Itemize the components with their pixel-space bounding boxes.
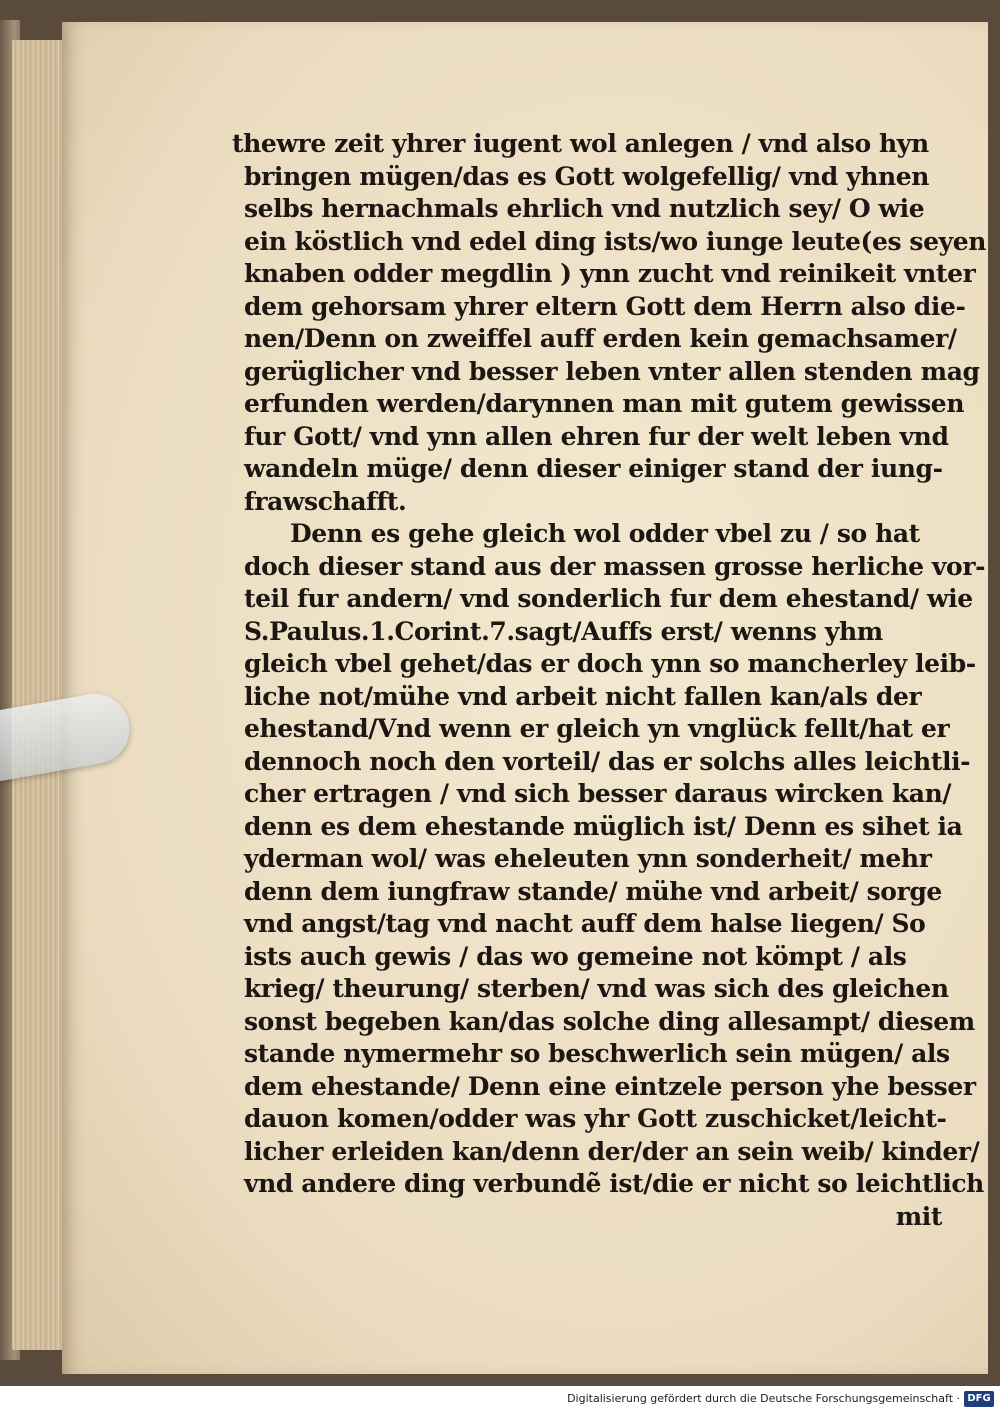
text-line: denn es dem ehestande müglich ist/ Denn es sihet ia: [244, 811, 963, 841]
text-line: sonst begeben kan/das solche ding allesampt/ diesem: [244, 1006, 975, 1036]
text-line: knaben odder megdlin ) ynn zucht vnd reinikeit vnter: [244, 259, 976, 288]
text-line: frawschafft.: [244, 486, 407, 516]
text-line: S.Paulus.1.Corint.7.sagt/Auffs erst/ wenns yhm: [244, 616, 883, 646]
text-line: ehestand/Vnd wenn er gleich yn vnglück fellt/hat er: [244, 714, 950, 743]
text-line: doch dieser stand aus der massen grosse herliche vor-: [244, 551, 986, 581]
text-line: vnd angst/tag vnd nacht auff dem halse liegen/ So: [244, 909, 926, 938]
text-line: bringen mügen/das es Gott wolgefellig/ vnd yhnen: [244, 161, 930, 191]
text-line: dem ehestande/ Denn eine eintzele person yhe besser: [244, 1071, 976, 1101]
text-line: stande nymermehr so beschwerlich sein mügen/ als: [244, 1039, 950, 1068]
text-line: teil fur andern/ vnd sonderlich fur dem ehestand/ wie: [244, 584, 973, 613]
text-line: gerüglicher vnd besser leben vnter allen stenden mag: [244, 356, 980, 386]
text-line: nen/Denn on zweiffel auff erden kein gemachsamer/: [244, 324, 957, 353]
text-line: fur Gott/ vnd ynn allen ehren fur der welt leben vnd: [244, 421, 949, 451]
text-line: cher ertragen / vnd sich besser daraus wircken kan/: [244, 779, 952, 808]
text-line: dem gehorsam yhrer eltern Gott dem Herrn also die-: [244, 291, 966, 321]
text-line: vnd andere ding verbundẽ ist/die er nicht so leichtlich: [244, 1169, 984, 1198]
page-text-block: [232, 128, 987, 1233]
text-line: thewre zeit yhrer iugent wol anlegen / vnd also hyn: [232, 129, 929, 158]
footer-credit: Digitalisierung gefördert durch die Deutsche Forschungsgemeinschaft ·: [567, 1392, 960, 1405]
catchword: mit: [895, 1201, 942, 1231]
text-line: dauon komen/odder was yhr Gott zuschicket/leicht-: [244, 1104, 947, 1133]
text-line: ein köstlich vnd edel ding ists/wo iunge leute(es seyen: [244, 226, 987, 256]
text-line: yderman wol/ was eheleuten ynn sonderheit/ mehr: [244, 844, 932, 873]
text-line: ists auch gewis / das wo gemeine not kömpt / als: [244, 941, 907, 971]
text-line: krieg/ theurung/ sterben/ vnd was sich des gleichen: [244, 974, 949, 1003]
dfg-logo: DFG: [964, 1391, 994, 1407]
text-line: selbs hernachmals ehrlich vnd nutzlich sey/ O wie: [244, 194, 925, 223]
text-line: Denn es gehe gleich wol odder vbel zu / so hat: [290, 519, 920, 548]
text-line: dennoch noch den vorteil/ das er solchs alles leichtli-: [244, 746, 971, 776]
text-line: erfunden werden/darynnen man mit gutem gewissen: [244, 389, 965, 418]
text-line: denn dem iungfraw stande/ mühe vnd arbeit/ sorge: [244, 876, 942, 906]
text-line: gleich vbel gehet/das er doch ynn so mancherley leib-: [244, 649, 976, 678]
footer-bar: [0, 1390, 1000, 1414]
text-line: wandeln müge/ denn dieser einiger stand der iung-: [244, 454, 943, 483]
text-line: licher erleiden kan/denn der/der an sein weib/ kinder/: [244, 1136, 980, 1166]
text-line: liche not/mühe vnd arbeit nicht fallen kan/als der: [244, 681, 922, 711]
